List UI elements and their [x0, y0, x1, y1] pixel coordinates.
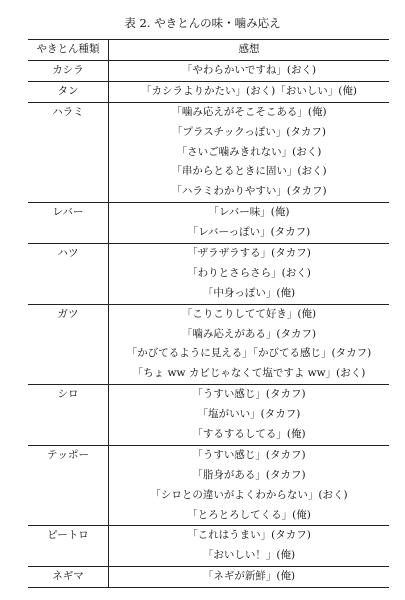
comment: 「カシラよりかたい」(おく)「おいしい」(俺) [141, 84, 357, 97]
group-pitoro [28, 526, 389, 567]
comment: 「こりこりしてて好き」(俺) [181, 307, 317, 320]
group-hatsu [28, 243, 389, 304]
category-cell: ネギマ [28, 567, 109, 588]
comment: 「するするしてる」(俺) [192, 427, 306, 440]
comments-cell [109, 445, 390, 526]
header-impression: 感想 [109, 40, 390, 61]
comment: 「やわらかいですね」(おく) [181, 63, 317, 76]
comment: 「さいご噛みきれない」(おく) [176, 145, 322, 158]
comment: 「とろとろしてくる」(俺) [187, 508, 311, 521]
table-row [28, 304, 389, 385]
category-cell: カシラ [28, 60, 109, 81]
table-row [28, 102, 389, 202]
comment: 「ハラミわかりやすい」(タカフ) [171, 185, 327, 198]
group-negima [28, 567, 389, 588]
category-cell: シロ [28, 385, 109, 446]
comment: 「うすい感じ」(タカフ) [192, 388, 306, 401]
comment: 「これはうまい」(タカフ) [187, 529, 311, 542]
header-category: やきとん種類 [28, 40, 109, 61]
table-row [28, 445, 389, 526]
group-gatsu [28, 304, 389, 385]
comment: 「塩がいい」(タカフ) [197, 408, 301, 421]
comments-cell [109, 526, 390, 567]
comment: 「中身っぽい」(俺) [202, 286, 296, 299]
impressions-table [28, 39, 389, 588]
table-row [28, 243, 389, 304]
table-header [28, 40, 389, 61]
comments-cell [109, 81, 390, 102]
comment: 「おいしい！」(俺) [202, 549, 296, 562]
table-row [28, 81, 389, 102]
comment: 「レバー味」(俺) [208, 206, 290, 219]
comments-cell [109, 243, 390, 304]
category-cell: タン [28, 81, 109, 102]
comments-cell [109, 567, 390, 588]
comment: 「串からとるときに固い」(おく) [171, 165, 327, 178]
group-teppo [28, 445, 389, 526]
category-cell: レバー [28, 203, 109, 244]
group-harami [28, 102, 389, 202]
comment: 「レバーっぽい」(タカフ) [187, 226, 311, 239]
comments-cell [109, 203, 390, 244]
category-cell: ハツ [28, 243, 109, 304]
table-row [28, 567, 389, 588]
comment: 「わりとさらさら」(おく) [187, 266, 311, 279]
group-shiro [28, 385, 389, 446]
comment: 「噛み応えがそこそこある」(俺) [171, 105, 327, 118]
group-reba [28, 203, 389, 244]
category-cell: ピートロ [28, 526, 109, 567]
comments-cell [109, 102, 390, 202]
table-title: 表 2. やきとんの味・噛み応え [124, 16, 281, 30]
group-kashira [28, 60, 389, 81]
group-tan [28, 81, 389, 102]
comments-cell [109, 304, 390, 385]
comment: 「噛み応えがある」(タカフ) [181, 327, 317, 340]
table-row [28, 385, 389, 446]
comment: 「脂身がある」(タカフ) [192, 468, 306, 481]
comment: 「ネギが新鮮」(俺) [202, 570, 296, 583]
header-row [28, 40, 389, 61]
comments-cell [109, 385, 390, 446]
category-cell: ガツ [28, 304, 109, 385]
comment: 「かびてるように見える」「かびてる感じ」(タカフ) [126, 347, 372, 360]
comment: 「プラスチックっぽい」(タカフ) [172, 125, 326, 138]
table-row [28, 203, 389, 244]
category-cell: ハラミ [28, 102, 109, 202]
table-row [28, 526, 389, 567]
category-cell: テッポー [28, 445, 109, 526]
comment: 「ザラザラする」(タカフ) [187, 246, 311, 259]
table-row [28, 60, 389, 81]
comment: 「ちょ ww カビじゃなくて塩ですよ ww」(おく) [132, 367, 366, 380]
comment: 「シロとの違いがよくわからない」(おく) [150, 488, 348, 501]
comment: 「うすい感じ」(タカフ) [192, 448, 306, 461]
comments-cell [109, 60, 390, 81]
